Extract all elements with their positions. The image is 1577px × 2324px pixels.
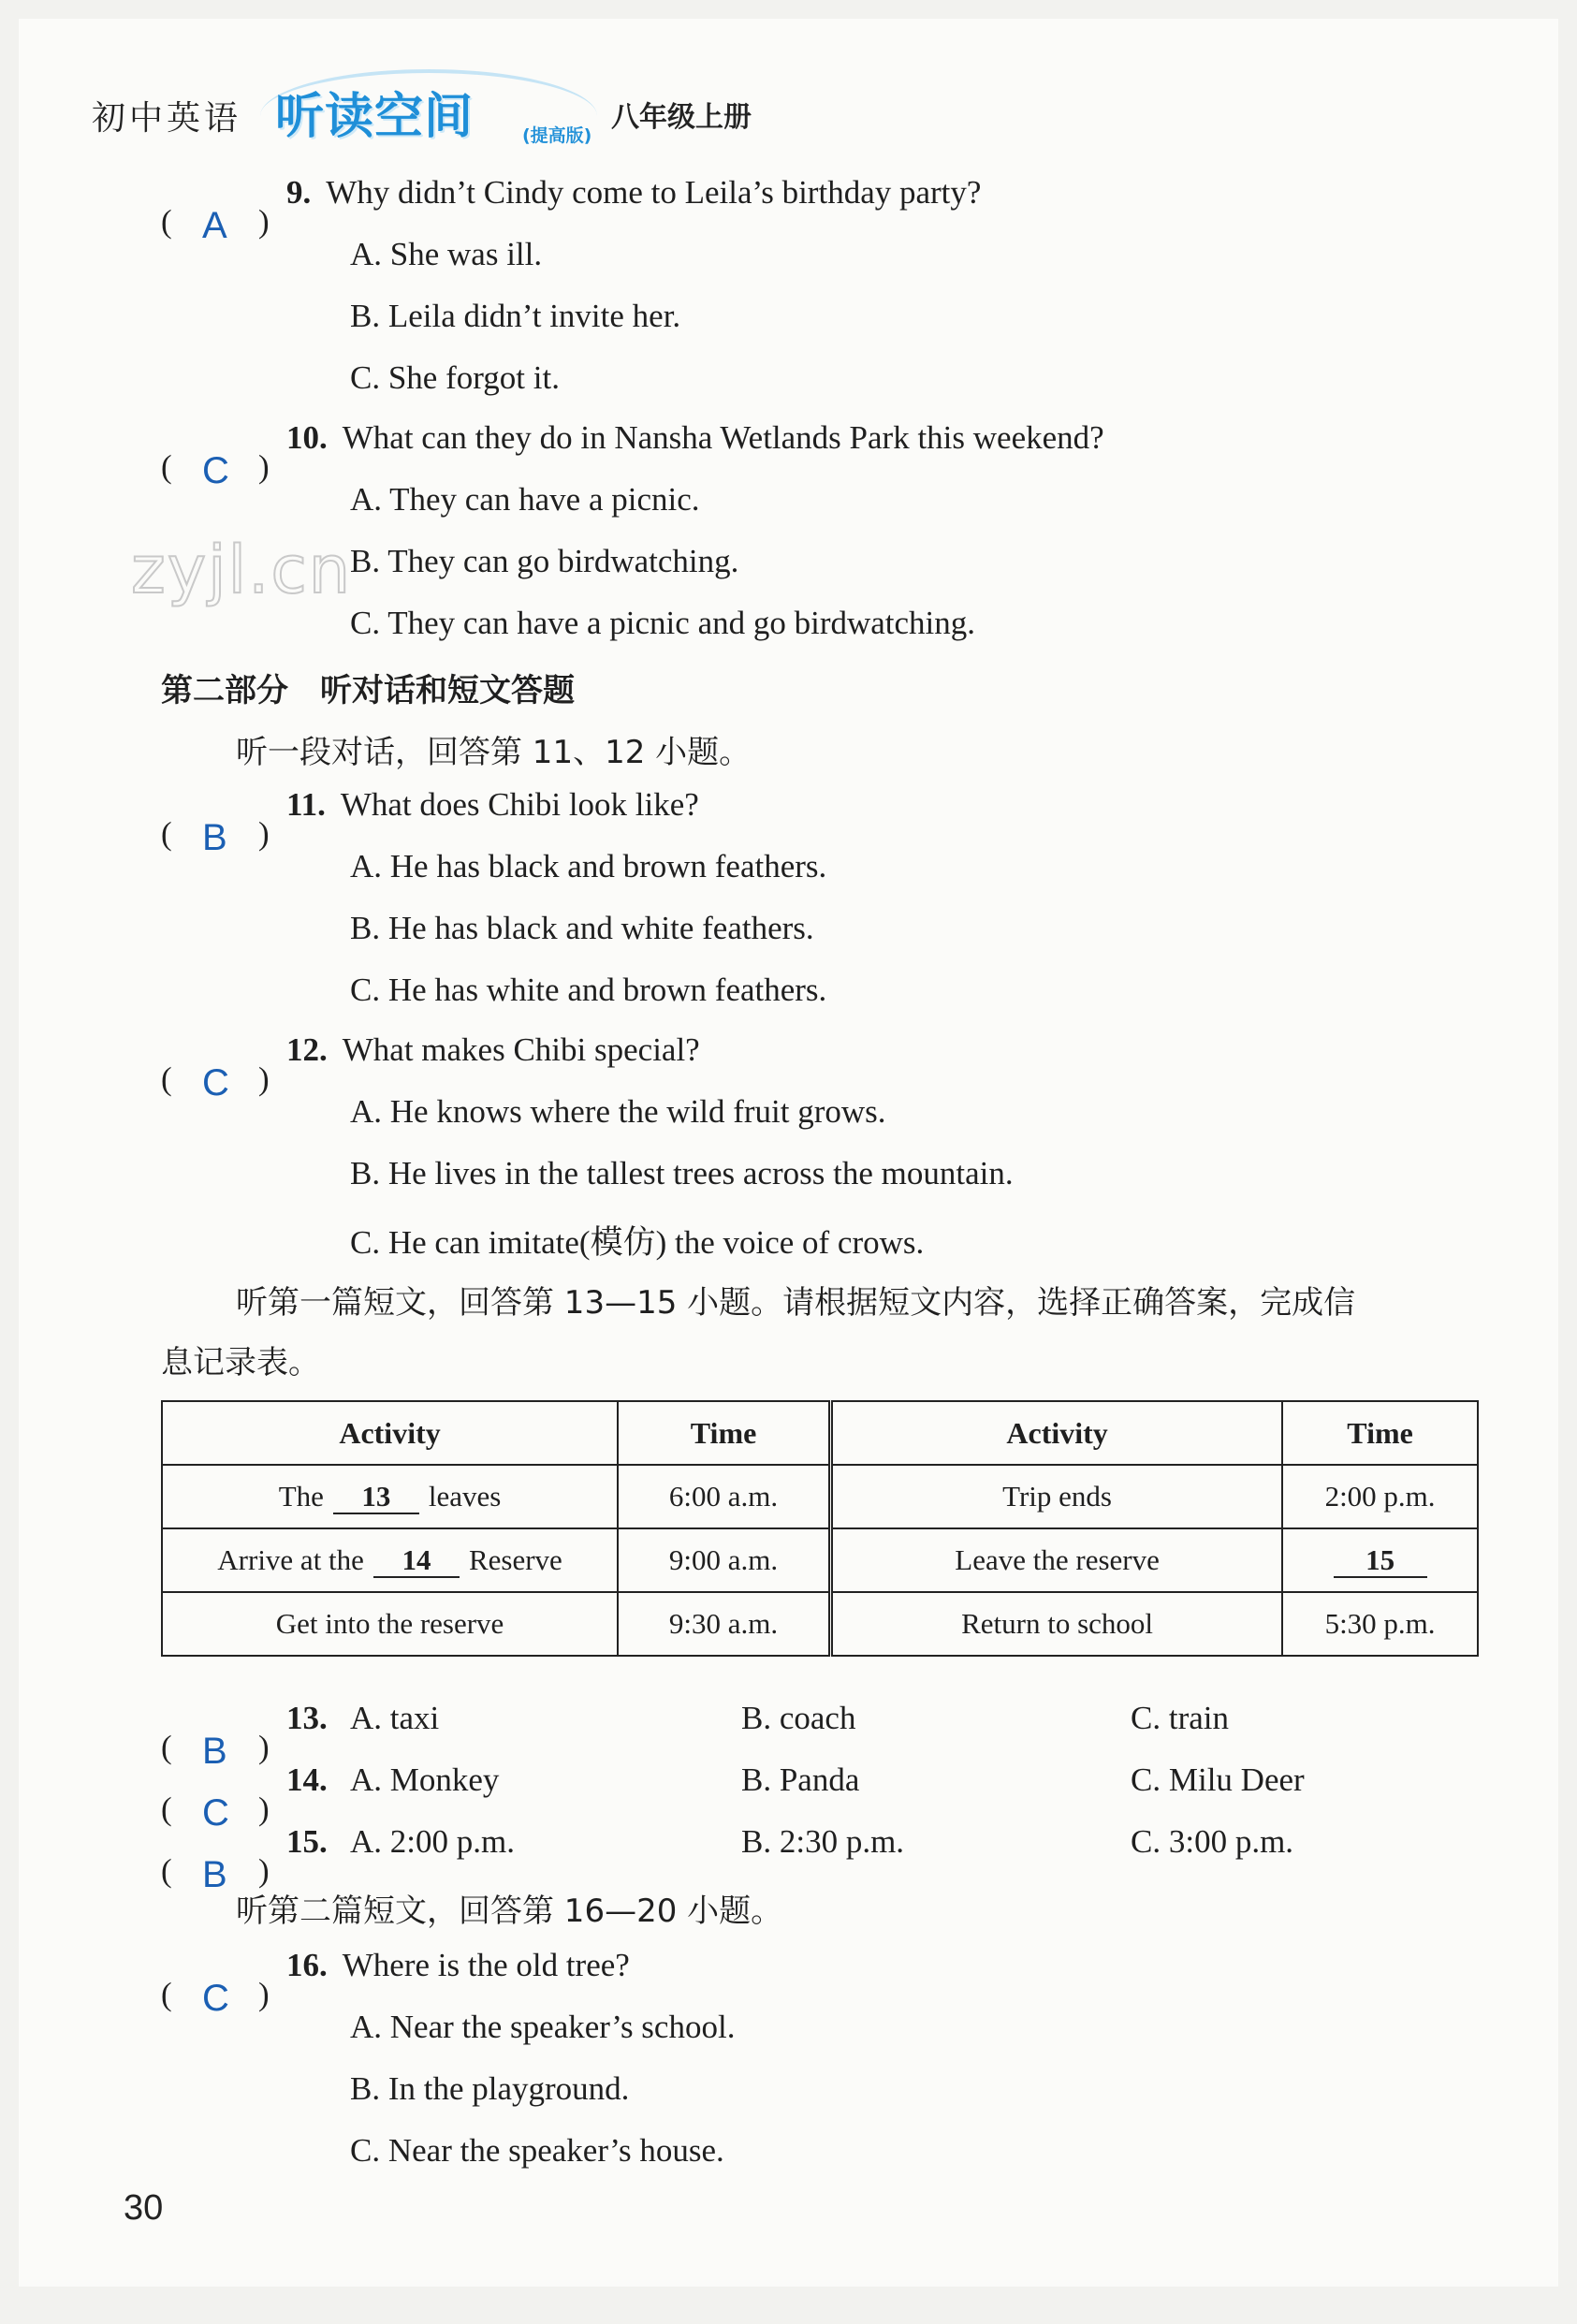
passage-1-instruction-cont: 息记录表。 bbox=[161, 1344, 320, 1381]
cell-activity-2: Leave the reserve bbox=[831, 1528, 1283, 1592]
header-time-2: Time bbox=[1282, 1401, 1478, 1465]
answer-text: B bbox=[202, 1854, 227, 1895]
section-2-title: 第二部分 听对话和短文答题 bbox=[161, 672, 575, 709]
question-text: Where is the old tree? bbox=[342, 1947, 630, 1983]
question-9: ( A ) 9. Why didn’t Cindy come to Leila’s birthday party? bbox=[161, 174, 982, 246]
option-a: A. He knows where the wild fruit grows. bbox=[350, 1093, 886, 1130]
cell-text: Arrive at the bbox=[217, 1542, 364, 1576]
question-13: ( B ) 13. bbox=[161, 1700, 328, 1772]
table-row bbox=[162, 1465, 1478, 1528]
option-b: B. He has black and white feathers. bbox=[350, 910, 814, 946]
option-b: B. coach bbox=[741, 1700, 856, 1736]
option-c: C. Milu Deer bbox=[1131, 1761, 1305, 1798]
cell-text: Reserve bbox=[468, 1542, 562, 1576]
option-c: C. She forgot it. bbox=[350, 359, 560, 396]
option-a: A. taxi bbox=[350, 1700, 440, 1736]
cell-activity-2: Trip ends bbox=[831, 1465, 1283, 1528]
passage-1-instruction: 听第一篇短文，回答第 13—15 小题。请根据短文内容，选择正确答案，完成信 bbox=[236, 1284, 1356, 1322]
question-10: ( C ) 10. What can they do in Nansha Wetlands Park this weekend? bbox=[161, 419, 1104, 491]
answer-text: C bbox=[202, 1792, 229, 1834]
question-number: 15. bbox=[286, 1823, 328, 1860]
grade-label: 八年级上册 bbox=[611, 101, 752, 134]
question-12: ( C ) 12. What makes Chibi special? bbox=[161, 1031, 700, 1104]
question-text: Why didn’t Cindy come to Leila’s birthday party? bbox=[326, 174, 982, 211]
question-11: ( B ) 11. What does Chibi look like? bbox=[161, 786, 699, 858]
question-15: ( B ) 15. bbox=[161, 1823, 328, 1895]
option-b: B. 2:30 p.m. bbox=[741, 1823, 905, 1860]
cell-time-2: 5:30 p.m. bbox=[1282, 1592, 1478, 1656]
question-14: ( C ) 14. bbox=[161, 1761, 328, 1834]
question-text: What does Chibi look like? bbox=[340, 786, 699, 823]
option-a: A. Monkey bbox=[350, 1761, 500, 1798]
question-number: 10. bbox=[286, 419, 328, 456]
question-text: What can they do in Nansha Wetlands Park this weekend? bbox=[342, 419, 1104, 456]
answer-text: B bbox=[202, 817, 227, 858]
cell-activity: Get into the reserve bbox=[162, 1592, 618, 1656]
cell-time-2: 2:00 p.m. bbox=[1282, 1465, 1478, 1528]
answer-text: C bbox=[202, 1978, 229, 2019]
answer-text: C bbox=[202, 450, 229, 491]
cell-activity bbox=[162, 1465, 618, 1528]
cell-activity bbox=[162, 1528, 618, 1592]
question-number: 9. bbox=[286, 174, 312, 211]
question-number: 11. bbox=[286, 786, 326, 823]
cell-time: 6:00 a.m. bbox=[618, 1465, 830, 1528]
option-c: C. train bbox=[1131, 1700, 1229, 1736]
option-c: C. He has white and brown feathers. bbox=[350, 972, 827, 1008]
option-b: B. They can go birdwatching. bbox=[350, 543, 739, 579]
answer-text: A bbox=[202, 205, 227, 246]
question-16: ( C ) 16. Where is the old tree? bbox=[161, 1947, 630, 2019]
option-c: C. He can imitate(模仿) the voice of crows. bbox=[350, 1224, 925, 1261]
option-a: A. Near the speaker’s school. bbox=[350, 2009, 736, 2045]
question-number: 12. bbox=[286, 1031, 328, 1068]
blank-13: 13 bbox=[333, 1481, 419, 1514]
info-record-table bbox=[161, 1400, 1479, 1657]
answer-text: B bbox=[202, 1731, 227, 1772]
workbook-page bbox=[19, 19, 1558, 2287]
option-b: B. Panda bbox=[741, 1761, 860, 1798]
cell-text: The bbox=[278, 1479, 324, 1513]
option-a: A. They can have a picnic. bbox=[350, 481, 700, 518]
logo-title: 听读空间 bbox=[275, 89, 475, 145]
blank-14: 14 bbox=[373, 1544, 460, 1578]
question-number: 14. bbox=[286, 1761, 328, 1798]
option-a: A. She was ill. bbox=[350, 236, 543, 272]
option-c: C. They can have a picnic and go birdwatching. bbox=[350, 605, 976, 641]
question-number: 16. bbox=[286, 1947, 328, 1983]
option-c: C. 3:00 p.m. bbox=[1131, 1823, 1294, 1860]
cell-activity-2: Return to school bbox=[831, 1592, 1283, 1656]
watermark: zyjl.cn bbox=[131, 532, 353, 608]
question-number: 13. bbox=[286, 1700, 328, 1736]
option-a: A. He has black and brown feathers. bbox=[350, 848, 827, 884]
dialog-instruction: 听一段对话，回答第 11、12 小题。 bbox=[236, 734, 752, 771]
page-number: 30 bbox=[124, 2188, 164, 2228]
option-c: C. Near the speaker’s house. bbox=[350, 2132, 724, 2169]
option-b: B. He lives in the tallest trees across the mountain. bbox=[350, 1155, 1014, 1191]
passage-2-instruction: 听第二篇短文，回答第 16—20 小题。 bbox=[236, 1893, 783, 1930]
cell-time: 9:30 a.m. bbox=[618, 1592, 830, 1656]
table-row bbox=[162, 1592, 1478, 1656]
header-activity-2: Activity bbox=[831, 1401, 1283, 1465]
logo-edition: (提高版) bbox=[522, 125, 592, 146]
option-a: A. 2:00 p.m. bbox=[350, 1823, 515, 1860]
cell-time: 9:00 a.m. bbox=[618, 1528, 830, 1592]
table-header-row bbox=[162, 1401, 1478, 1465]
series-title: 初中英语 bbox=[92, 99, 242, 138]
question-text: What makes Chibi special? bbox=[342, 1031, 700, 1068]
cell-time-2 bbox=[1282, 1528, 1478, 1592]
blank-15: 15 bbox=[1334, 1544, 1427, 1578]
header-time: Time bbox=[618, 1401, 830, 1465]
cell-text: leaves bbox=[428, 1479, 502, 1513]
answer-text: C bbox=[202, 1062, 229, 1104]
header-activity: Activity bbox=[162, 1401, 618, 1465]
table-row bbox=[162, 1528, 1478, 1592]
option-b: B. In the playground. bbox=[350, 2070, 630, 2107]
option-b: B. Leila didn’t invite her. bbox=[350, 298, 681, 334]
